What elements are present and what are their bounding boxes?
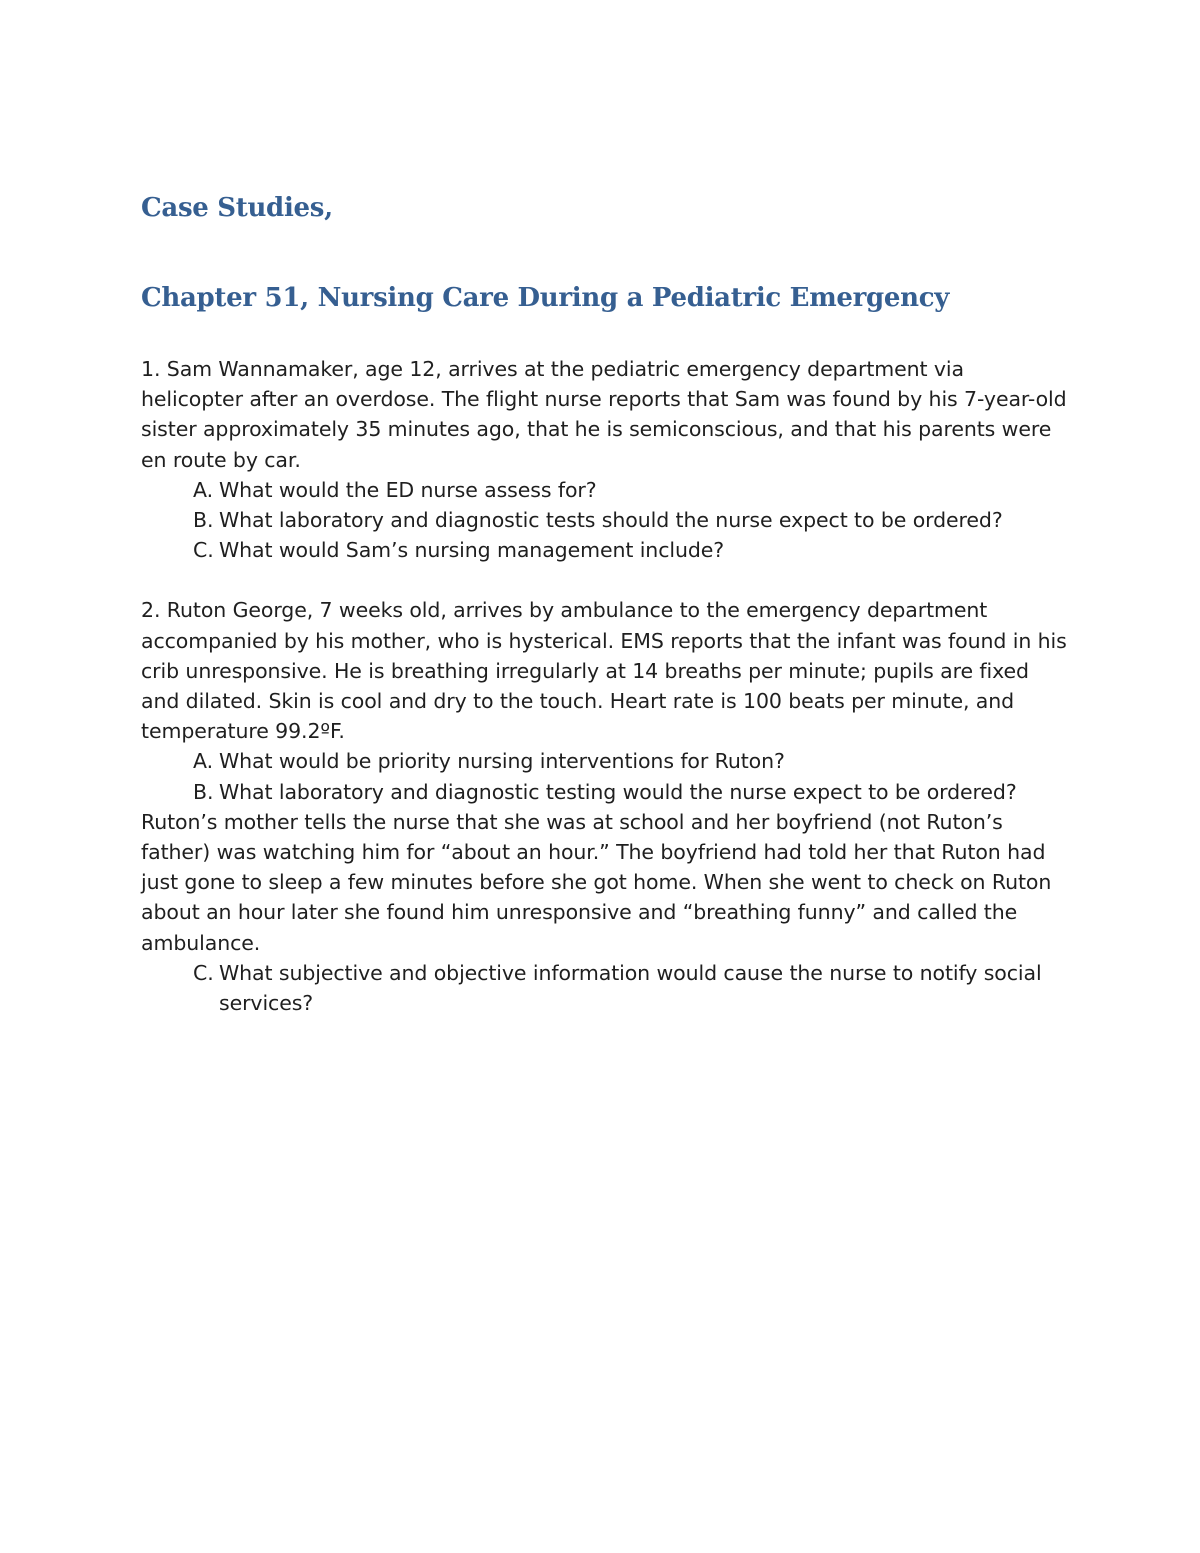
- case-2-intro: 2. Ruton George, 7 weeks old, arrives by ambulance to the emergency department accompanied by his mother, who is hysterical. EMS reports that the infant was found in his crib unresponsive. He is breathing irregularly at 14 breaths per minute; pupils are fixed and dilated. Skin is cool and dry to the touch. Heart rate is 100 beats per minute, and temperature 99.2ºF.: [141, 598, 1067, 744]
- question-item: [141, 746, 1071, 776]
- section-spacer: [141, 565, 1071, 595]
- case-2-final-questions: [141, 958, 1071, 1018]
- question-text: What subjective and objective information would cause the nurse to notify social services?: [219, 960, 1042, 1016]
- question-letter: B.: [193, 508, 214, 533]
- case-1-intro: 1. Sam Wannamaker, age 12, arrives at the pediatric emergency department via helicopter after an overdose. The flight nurse reports that Sam was found by his 7-year-old sister approximately 35 minutes ago, that he is semiconscious, and that his parents were en route by car.: [141, 357, 1067, 472]
- question-letter: A.: [193, 749, 213, 774]
- chapter-heading: Chapter 51, Nursing Care During a Pediatric Emergency: [141, 283, 950, 313]
- question-item: [141, 505, 1071, 535]
- question-item: [141, 777, 1071, 807]
- question-text: What would the ED nurse assess for?: [219, 477, 597, 502]
- question-letter: B.: [193, 779, 214, 804]
- case-2-questions: [141, 746, 1071, 806]
- case-study-1: [141, 354, 1071, 565]
- question-item: [141, 535, 1071, 565]
- question-letter: C.: [193, 538, 214, 563]
- question-text: What would be priority nursing interventions for Ruton?: [219, 749, 785, 774]
- question-item: [141, 475, 1071, 505]
- case-study-2: [141, 595, 1071, 1018]
- question-text: What laboratory and diagnostic testing would the nurse expect to be ordered?: [219, 779, 1017, 804]
- document-body: [141, 190, 1071, 1018]
- case-1-questions: [141, 475, 1071, 566]
- question-item: [141, 958, 1071, 1018]
- case-2-followup: Ruton’s mother tells the nurse that she was at school and her boyfriend (not Ruton’s father) was watching him for “about an hour.” The boyfriend had told her that Ruton had just gone to sleep a few minutes before she got home. When she went to check on Ruton about an hour later she found him unresponsive and “breathing funny” and called the ambulance.: [141, 809, 1052, 955]
- question-letter: A.: [193, 477, 213, 502]
- document-title: Case Studies,: [141, 193, 333, 223]
- question-letter: C.: [193, 960, 214, 985]
- question-text: What laboratory and diagnostic tests should the nurse expect to be ordered?: [219, 508, 1003, 533]
- question-text: What would Sam’s nursing management include?: [219, 538, 725, 563]
